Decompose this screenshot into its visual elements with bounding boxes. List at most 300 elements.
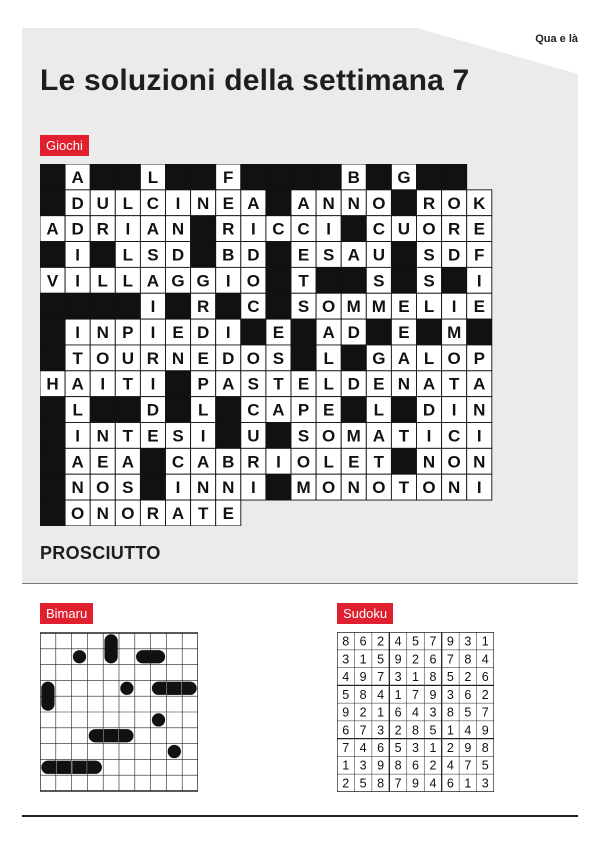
sudoku-digit: 1 <box>429 741 437 756</box>
sudoku-digit: 8 <box>464 652 472 667</box>
sudoku-digit: 2 <box>394 723 402 738</box>
crossword-black-cell <box>115 397 140 423</box>
crossword-letter: E <box>348 452 360 472</box>
crossword-black-cell <box>442 164 467 190</box>
sudoku-digit: 8 <box>377 776 385 791</box>
crossword-letter: U <box>372 245 385 265</box>
crossword-black-cell <box>266 164 291 190</box>
crossword-letter: N <box>322 193 335 213</box>
crossword-letter: I <box>250 219 256 239</box>
crossword-letter: R <box>146 348 160 368</box>
crossword-black-cell <box>366 319 391 345</box>
crossword-black-cell <box>266 242 291 268</box>
crossword-letter: I <box>75 426 81 446</box>
crossword-black-cell <box>90 293 115 319</box>
sudoku-grid <box>337 632 494 792</box>
sudoku-digit: 2 <box>342 776 350 791</box>
sudoku-digit: 7 <box>429 634 437 649</box>
crossword-black-cell <box>166 164 191 190</box>
crossword-letter: G <box>171 271 185 291</box>
crossword-letter: P <box>473 348 485 368</box>
crossword-letter: C <box>247 400 260 420</box>
crossword-letter: D <box>422 400 436 420</box>
crossword-black-cell <box>391 190 416 216</box>
crossword-letter: T <box>298 271 309 291</box>
sudoku-digit: 7 <box>481 705 489 720</box>
sudoku-digit: 1 <box>481 634 489 649</box>
crossword-black-cell <box>341 267 366 293</box>
sudoku-digit: 2 <box>481 687 489 702</box>
crossword-letter: O <box>447 452 461 472</box>
bimaru-ship-segment <box>104 649 117 664</box>
sudoku-digit: 9 <box>481 723 489 738</box>
crossword-letter: P <box>122 323 134 343</box>
crossword-letter: U <box>96 193 109 213</box>
crossword-black-cell <box>115 164 140 190</box>
sudoku-digit: 4 <box>342 670 350 685</box>
crossword-black-cell <box>366 164 391 190</box>
crossword-letter: P <box>197 374 209 394</box>
crossword-black-cell <box>341 345 366 371</box>
crossword-letter: C <box>372 219 385 239</box>
crossword-letter: A <box>71 167 84 187</box>
crossword-black-cell <box>467 319 492 345</box>
sudoku-digit: 8 <box>481 741 489 756</box>
bimaru-ship-segment <box>104 729 119 742</box>
sudoku-digit: 1 <box>342 758 350 773</box>
sudoku-digit: 3 <box>412 741 419 756</box>
bimaru-ship-segment <box>152 713 165 726</box>
crossword-letter: D <box>347 323 360 343</box>
sudoku-digit: 5 <box>394 741 402 756</box>
sudoku-digit: 6 <box>377 741 385 756</box>
sudoku-digit: 9 <box>446 634 454 649</box>
crossword-black-cell <box>391 242 416 268</box>
crossword-black-cell <box>241 164 266 190</box>
sudoku-digit: 9 <box>359 670 367 685</box>
crossword-black-cell <box>40 448 65 474</box>
crossword-letter: A <box>46 219 59 239</box>
bimaru-ship-segment <box>41 682 54 697</box>
sudoku-digit: 5 <box>446 670 454 685</box>
sudoku-digit: 7 <box>446 652 454 667</box>
crossword-letter: T <box>373 452 385 472</box>
crossword-letter: D <box>146 400 160 420</box>
sudoku-digit: 6 <box>359 634 367 649</box>
crossword-letter: N <box>347 193 360 213</box>
crossword-letter: I <box>225 271 231 291</box>
crossword-letter: E <box>373 374 385 394</box>
crossword-letter: A <box>372 426 385 446</box>
crossword-letter: I <box>125 219 131 239</box>
sudoku-digit: 7 <box>464 758 472 773</box>
bimaru-grid <box>40 632 198 792</box>
sudoku-digit: 9 <box>377 758 385 773</box>
crossword-black-cell <box>65 293 90 319</box>
crossword-black-cell <box>90 397 115 423</box>
crossword-letter: M <box>346 297 361 317</box>
crossword-letter: T <box>122 426 134 446</box>
crossword-letter: O <box>246 348 260 368</box>
sudoku-digit: 2 <box>359 705 367 720</box>
bimaru-ship-segment <box>56 761 71 774</box>
crossword-letter: I <box>175 193 181 213</box>
crossword-letter: R <box>247 452 260 472</box>
sudoku-digit: 7 <box>394 776 402 791</box>
sudoku-digit: 9 <box>412 776 419 791</box>
crossword-black-cell <box>115 293 140 319</box>
bimaru-tag: Bimaru <box>40 603 93 624</box>
bimaru-ship-segment <box>89 729 104 742</box>
crossword-letter: N <box>171 219 185 239</box>
crossword-letter: E <box>172 323 184 343</box>
crossword-letter: E <box>297 245 310 265</box>
crossword-black-cell <box>191 242 216 268</box>
crossword-letter: R <box>197 297 210 317</box>
sudoku-digit: 7 <box>359 723 367 738</box>
sudoku-digit: 5 <box>342 687 350 702</box>
crossword-letter: C <box>146 193 160 213</box>
crossword-letter: O <box>372 478 386 498</box>
crossword-letter: A <box>297 193 310 213</box>
crossword-black-cell <box>216 293 241 319</box>
sudoku-digit: 7 <box>377 670 385 685</box>
crossword-black-cell <box>341 397 366 423</box>
crossword-letter: S <box>373 271 385 291</box>
sudoku-digit: 3 <box>359 758 367 773</box>
crossword-black-cell <box>216 423 241 449</box>
sudoku-digit: 3 <box>464 634 472 649</box>
sudoku-digit: 5 <box>429 723 437 738</box>
crossword-black-cell <box>391 448 416 474</box>
crossword-letter: O <box>322 297 336 317</box>
crossword-letter: O <box>447 193 461 213</box>
sudoku-digit: 4 <box>377 687 385 702</box>
crossword-letter: N <box>448 478 461 498</box>
crossword-letter: A <box>146 271 160 291</box>
bimaru-ship-segment <box>182 682 197 695</box>
crossword-letter: V <box>46 271 59 291</box>
sudoku-digit: 8 <box>412 723 419 738</box>
crossword-letter: N <box>197 478 210 498</box>
crossword-letter: U <box>121 348 134 368</box>
crossword-letter: S <box>247 374 260 394</box>
sudoku-digit: 6 <box>464 687 472 702</box>
crossword-letter: L <box>147 167 159 187</box>
sudoku-digit: 1 <box>394 687 402 702</box>
sudoku-digit: 7 <box>342 741 350 756</box>
crossword-letter: A <box>397 348 411 368</box>
sudoku-digit: 4 <box>394 634 402 649</box>
crossword-letter: S <box>423 245 435 265</box>
sudoku-digit: 6 <box>481 670 489 685</box>
crossword-black-cell <box>40 293 65 319</box>
sudoku-digit: 1 <box>359 652 367 667</box>
crossword-answer: PROSCIUTTO <box>40 543 161 563</box>
crossword-grid <box>40 164 493 526</box>
crossword-black-cell <box>166 293 191 319</box>
sudoku-digit: 2 <box>377 634 385 649</box>
sudoku-digit: 4 <box>429 776 437 791</box>
crossword-black-cell <box>266 190 291 216</box>
crossword-letter: N <box>71 478 84 498</box>
crossword-black-cell <box>417 319 442 345</box>
sudoku-digit: 4 <box>412 705 419 720</box>
crossword-letter: L <box>197 400 209 420</box>
crossword-letter: G <box>372 348 386 368</box>
crossword-letter: U <box>247 426 260 446</box>
crossword-letter: O <box>246 271 260 291</box>
crossword-letter: I <box>75 323 81 343</box>
crossword-black-cell <box>40 345 65 371</box>
crossword-black-cell <box>166 371 191 397</box>
crossword-letter: E <box>398 323 410 343</box>
crossword-letter: A <box>146 219 160 239</box>
crossword-letter: A <box>71 452 84 472</box>
crossword-letter: S <box>147 245 159 265</box>
crossword-letter: D <box>71 219 84 239</box>
crossword-letter: A <box>71 374 84 394</box>
sudoku-digit: 4 <box>481 652 489 667</box>
crossword-black-cell <box>90 164 115 190</box>
crossword-letter: L <box>373 400 385 420</box>
crossword-letter: R <box>422 193 436 213</box>
bottom-rule <box>22 815 578 817</box>
sudoku-digit: 4 <box>359 741 367 756</box>
crossword-black-cell <box>140 448 165 474</box>
sudoku-digit: 6 <box>342 723 350 738</box>
crossword-letter: I <box>150 323 156 343</box>
crossword-letter: N <box>222 478 235 498</box>
crossword-black-cell <box>316 164 341 190</box>
crossword-letter: I <box>100 374 106 394</box>
crossword-letter: C <box>272 219 285 239</box>
sudoku-digit: 3 <box>429 705 437 720</box>
crossword-letter: D <box>448 245 461 265</box>
sudoku-digit: 6 <box>394 705 402 720</box>
crossword-letter: L <box>323 374 334 394</box>
crossword-black-cell <box>266 474 291 500</box>
crossword-black-cell <box>191 216 216 242</box>
crossword-letter: T <box>398 478 410 498</box>
crossword-letter: L <box>122 271 134 291</box>
bimaru-ship-segment <box>168 745 181 758</box>
sudoku-digit: 1 <box>446 723 454 738</box>
crossword-letter: T <box>398 426 410 446</box>
sudoku-digit: 3 <box>481 776 489 791</box>
crossword-black-cell <box>316 267 341 293</box>
crossword-letter: O <box>372 193 386 213</box>
bimaru-ship-segment <box>152 682 167 695</box>
sudoku-digit: 8 <box>446 705 454 720</box>
sudoku-digit: 2 <box>464 670 472 685</box>
crossword-letter: N <box>96 426 109 446</box>
crossword-letter: M <box>346 426 361 446</box>
crossword-letter: O <box>96 478 110 498</box>
crossword-black-cell <box>341 216 366 242</box>
sudoku-digit: 5 <box>412 634 419 649</box>
bimaru-ship-segment <box>167 682 182 695</box>
crossword-letter: O <box>422 219 436 239</box>
crossword-letter: O <box>422 478 436 498</box>
section-label: Qua e là <box>535 33 578 45</box>
crossword-letter: N <box>96 323 109 343</box>
crossword-letter: P <box>297 400 310 420</box>
bimaru-ship-segment <box>41 761 56 774</box>
sudoku-digit: 8 <box>359 687 367 702</box>
crossword-black-cell <box>40 190 65 216</box>
bimaru-ship-segment <box>104 634 117 649</box>
crossword-letter: S <box>423 271 435 291</box>
crossword-black-cell <box>140 474 165 500</box>
crossword-letter: C <box>297 219 310 239</box>
crossword-letter: N <box>422 452 436 472</box>
bimaru-ship-segment <box>73 650 86 663</box>
crossword-letter: K <box>473 193 486 213</box>
crossword-letter: A <box>222 374 235 394</box>
crossword-letter: L <box>423 348 435 368</box>
sudoku-digit: 5 <box>464 705 472 720</box>
sudoku-digit: 8 <box>342 634 350 649</box>
crossword-letter: O <box>296 452 311 472</box>
crossword-letter: A <box>121 452 134 472</box>
crossword-letter: B <box>222 245 235 265</box>
sudoku-digit: 4 <box>446 758 454 773</box>
bimaru-ship-segment <box>136 650 151 663</box>
crossword-letter: O <box>322 426 336 446</box>
crossword-letter: S <box>297 426 310 446</box>
sudoku-digit: 6 <box>412 758 419 773</box>
crossword-letter: B <box>347 167 360 187</box>
crossword-letter: C <box>247 297 260 317</box>
crossword-black-cell <box>291 164 316 190</box>
bimaru-ship-segment <box>119 729 134 742</box>
crossword-letter: N <box>473 400 486 420</box>
sudoku-digit: 1 <box>377 705 385 720</box>
sudoku-digit: 2 <box>412 652 419 667</box>
crossword-letter: I <box>426 426 432 446</box>
crossword-letter: M <box>371 297 386 317</box>
crossword-letter: M <box>296 478 311 498</box>
crossword-black-cell <box>241 319 266 345</box>
crossword-black-cell <box>40 242 65 268</box>
crossword-letter: I <box>276 452 281 472</box>
crossword-letter: I <box>150 297 156 317</box>
sudoku-digit: 1 <box>412 670 419 685</box>
sudoku-digit: 5 <box>377 652 385 667</box>
crossword-black-cell <box>417 164 442 190</box>
crossword-letter: A <box>422 374 436 394</box>
crossword-letter: I <box>451 400 457 420</box>
crossword-letter: I <box>175 478 181 498</box>
crossword-letter: T <box>122 374 134 394</box>
crossword-letter: E <box>473 219 485 239</box>
crossword-letter: E <box>147 426 159 446</box>
sudoku-digit: 3 <box>342 652 350 667</box>
crossword-black-cell <box>291 319 316 345</box>
crossword-letter: T <box>72 348 83 368</box>
crossword-letter: S <box>272 348 285 368</box>
crossword-letter: O <box>322 478 336 498</box>
crossword-black-cell <box>191 164 216 190</box>
crossword-letter: A <box>272 400 285 420</box>
crossword-letter: L <box>423 297 435 317</box>
crossword-letter: F <box>223 167 234 187</box>
crossword-letter: M <box>447 323 462 343</box>
crossword-letter: E <box>222 503 234 523</box>
crossword-letter: E <box>197 348 209 368</box>
crossword-letter: I <box>326 219 332 239</box>
crossword-letter: F <box>474 245 485 265</box>
crossword-letter: B <box>222 452 235 472</box>
page-title: Le soluzioni della settimana 7 <box>40 64 470 97</box>
sudoku-digit: 7 <box>412 687 419 702</box>
sudoku-digit: 5 <box>359 776 367 791</box>
crossword-letter: N <box>473 452 486 472</box>
crossword-letter: I <box>476 426 482 446</box>
crossword-letter: I <box>75 271 81 291</box>
crossword-letter: N <box>197 193 210 213</box>
crossword-letter: E <box>398 297 410 317</box>
crossword-letter: A <box>347 245 360 265</box>
crossword-black-cell <box>266 267 291 293</box>
crossword-letter: U <box>397 219 411 239</box>
bimaru-ship-segment <box>120 682 133 695</box>
crossword-black-cell <box>40 319 65 345</box>
sudoku-digit: 5 <box>481 758 489 773</box>
crossword-letter: O <box>121 503 135 523</box>
crossword-black-cell <box>391 267 416 293</box>
sudoku-digit: 2 <box>429 758 437 773</box>
crossword-letter: E <box>297 374 310 394</box>
crossword-letter: R <box>222 219 235 239</box>
crossword-letter: T <box>448 374 460 394</box>
crossword-letter: A <box>473 374 486 394</box>
sudoku-digit: 9 <box>394 652 402 667</box>
crossword-letter: I <box>250 478 256 498</box>
bimaru-ship-segment <box>41 696 54 711</box>
bimaru-ship-segment <box>151 650 166 663</box>
crossword-letter: E <box>97 452 109 472</box>
sudoku-digit: 9 <box>342 705 350 720</box>
crossword-letter: I <box>451 297 457 317</box>
crossword-black-cell <box>266 293 291 319</box>
crossword-letter: I <box>476 478 482 498</box>
crossword-letter: O <box>447 348 461 368</box>
section-divider <box>22 583 578 584</box>
crossword-letter: N <box>347 478 360 498</box>
crossword-black-cell <box>291 345 316 371</box>
crossword-letter: N <box>96 503 109 523</box>
sudoku-digit: 4 <box>464 723 472 738</box>
crossword-letter: D <box>171 245 185 265</box>
crossword-letter: L <box>122 245 134 265</box>
crossword-letter: I <box>150 374 156 394</box>
crossword-letter: O <box>96 348 110 368</box>
crossword-letter: D <box>197 323 210 343</box>
crossword-letter: L <box>72 400 83 420</box>
sudoku-digit: 9 <box>464 741 472 756</box>
crossword-letter: G <box>397 167 411 187</box>
crossword-black-cell <box>40 164 65 190</box>
bimaru-ship-segment <box>87 761 102 774</box>
crossword-black-cell <box>40 423 65 449</box>
crossword-letter: S <box>322 245 335 265</box>
crossword-black-cell <box>391 397 416 423</box>
crossword-black-cell <box>40 397 65 423</box>
crossword-letter: R <box>146 503 160 523</box>
crossword-letter: E <box>473 297 485 317</box>
